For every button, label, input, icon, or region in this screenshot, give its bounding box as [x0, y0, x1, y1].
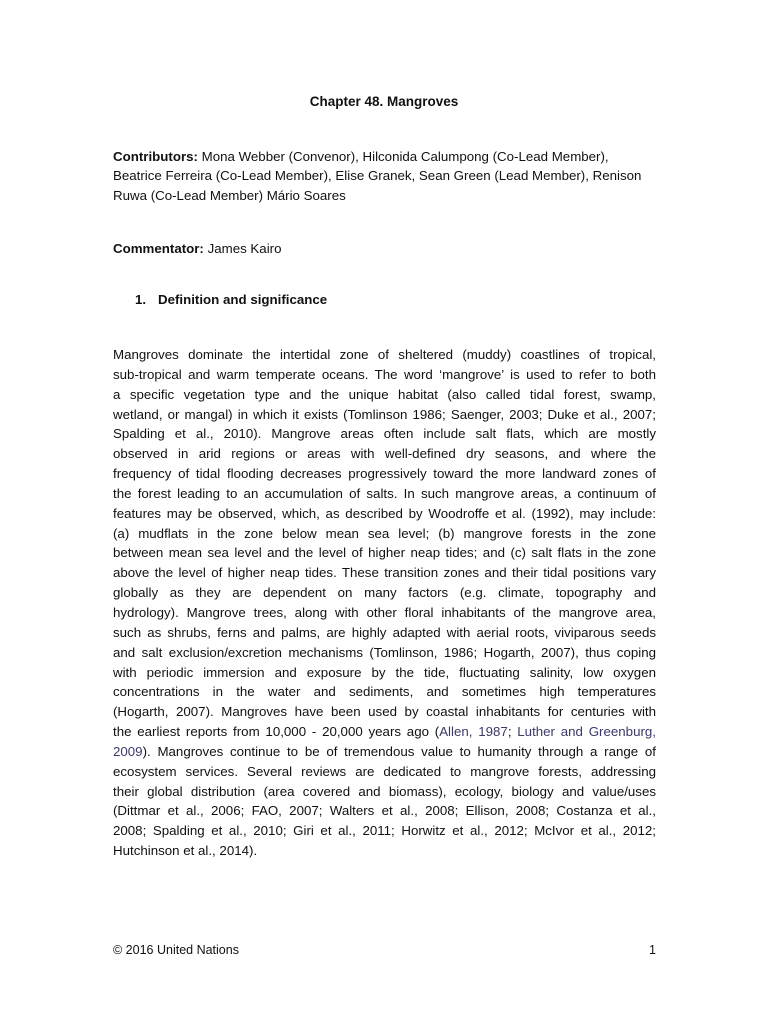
body-line: (Hogarth, 2007). Mangroves have been used by coastal inhabitants for centuries with [113, 704, 656, 720]
contributors-block [113, 147, 656, 205]
body-line: their global distribution (area covered and biomass), ecology, biology and value/uses [113, 783, 656, 799]
citation-link-luther-year[interactable]: 2009 [113, 743, 143, 759]
contributors-label: Contributors: [113, 149, 198, 164]
citation-link-allen[interactable]: Allen, 1987 [439, 724, 508, 740]
contributors-text-1: Mona Webber (Convenor), Hilconida Calumpong (Co-Lead Member), [201, 149, 609, 164]
body-line: the forest leading to an accumulation of salts. In such mangrove areas, a continuum of [113, 485, 656, 501]
contributors-line-2: Beatrice Ferreira (Co-Lead Member), Elise Granek, Sean Green (Lead Member), Renison [113, 168, 642, 184]
body-line: and salt exclusion/excretion mechanisms (Tomlinson, 1986; Hogarth, 2007), thus coping [113, 644, 656, 660]
body-line: Spalding et al., 2010). Mangrove areas often include salt flats, which are mostly [113, 426, 656, 442]
body-line: globally as they are dependent on many factors (e.g. climate, topography and [113, 585, 656, 601]
body-line-last: Hutchinson et al., 2014). [113, 843, 258, 859]
citation-separator: ; [507, 724, 518, 740]
body-line: (a) mudflats in the zone below mean sea level; (b) mangrove forests in the zone [113, 525, 656, 541]
body-paragraph [113, 345, 656, 861]
body-line: frequency of tidal flooding decreases progressively toward the more landward zones of [113, 466, 656, 482]
body-line-with-citations [113, 722, 656, 742]
body-line: wetland, or mangal) in which it exists (Tomlinson 1986; Saenger, 2003; Duke et al., 2007; [113, 406, 656, 422]
body-line: (Dittmar et al., 2006; FAO, 2007; Walters et al., 2008; Ellison, 2008; Costanza et al., [113, 803, 656, 819]
citation-link-luther[interactable]: Luther and Greenburg, [517, 724, 656, 740]
body-line: between mean sea level and the level of higher neap tides; and (c) salt flats in the zone [113, 545, 656, 561]
body-line: a specific vegetation type and the unique habitat (also called tidal forest, swamp, [113, 386, 656, 402]
body-line: concentrations in the water and sediments, and sometimes high temperatures [113, 684, 656, 700]
body-line: hydrology). Mangrove trees, along with other floral inhabitants of the mangrove area, [113, 604, 656, 620]
body-line: such as shrubs, ferns and palms, are highly adapted with aerial roots, viviparous seeds [113, 624, 656, 640]
body-line: features may be observed, which, as described by Woodroffe et al. (1992), may include: [113, 505, 656, 521]
body-line: ecosystem services. Several reviews are dedicated to mangrove forests, addressing [113, 763, 656, 779]
contributors-line-3: Ruwa (Co-Lead Member) Mário Soares [113, 187, 346, 203]
body-line: observed in arid regions or areas with well-defined dry seasons, and where the [113, 446, 656, 462]
footer-page-number: 1 [649, 943, 656, 957]
body-text-segment: the earliest reports from 10,000 - 20,000 years ago ( [113, 724, 440, 740]
body-line: Mangroves dominate the intertidal zone of sheltered (muddy) coastlines of tropical, [113, 347, 656, 362]
body-line: sub-tropical and warm temperate oceans. The word ‘mangrove’ is used to refer to both [113, 366, 656, 382]
commentator-block [113, 239, 656, 258]
section-heading [135, 292, 327, 307]
body-line: 2008; Spalding et al., 2010; Giri et al., 2011; Horwitz et al., 2012; McIvor et al., 2012; [113, 823, 656, 839]
section-title: Definition and significance [158, 292, 328, 307]
body-line: with periodic immersion and exposure by the tide, fluctuating salinity, low oxygen [113, 664, 656, 680]
contributors-line-1 [113, 147, 656, 166]
footer-copyright: © 2016 United Nations [113, 943, 239, 957]
section-number: 1. [135, 292, 147, 307]
commentator-name: James Kairo [207, 241, 282, 256]
body-line: above the level of higher neap tides. These transition zones and their tidal positions vary [113, 565, 656, 581]
chapter-title: Chapter 48. Mangroves [309, 94, 459, 109]
body-text-segment: ). Mangroves continue to be of tremendous value to humanity through a range of [142, 743, 656, 759]
body-line-with-citations [113, 742, 656, 762]
commentator-label: Commentator: [113, 241, 204, 256]
